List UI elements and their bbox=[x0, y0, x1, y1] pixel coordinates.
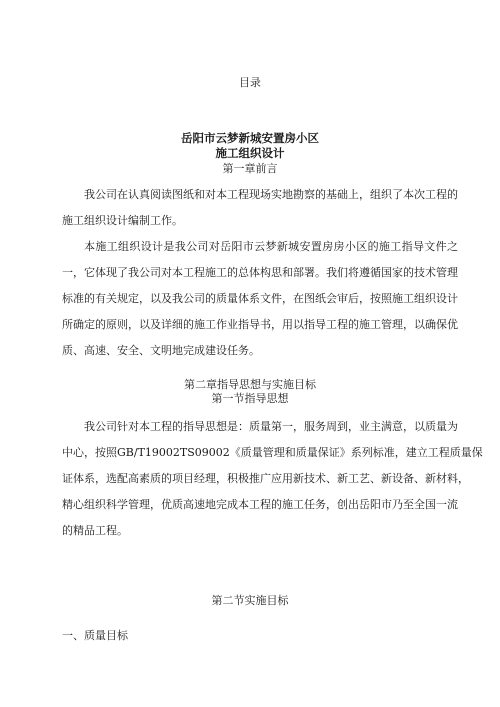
document-title-line2: 施工组织设计 bbox=[215, 146, 285, 160]
paragraph-line: 所确定的原则，以及详细的施工作业指导书，用以指导工程的施工管理，以确保优 bbox=[62, 318, 458, 331]
paragraph-line: 一，它体现了我公司对本工程施工的总体构思和部署。我们将遵循国家的技术管理 bbox=[62, 266, 458, 279]
chapter1-heading: 第一章前言 bbox=[222, 162, 278, 175]
subheading-quality-goal: 一、质量目标 bbox=[62, 629, 128, 642]
paragraph-line: 施工组织设计编制工作。 bbox=[62, 214, 183, 227]
paragraph-line: 本施工组织设计是我公司对岳阳市云梦新城安置房房小区的施工指导文件之 bbox=[84, 240, 458, 253]
paragraph-line: 标准的有关规定，以及我公司的质量体系文件，在图纸会审后，按照施工组织设计 bbox=[62, 292, 458, 305]
section2-heading: 第二节实施目标 bbox=[211, 594, 289, 607]
paragraph-line: 中心，按照GB/T19002TS09002《质量管理和质量保证》系列标准，建立工程质量保 bbox=[62, 446, 483, 459]
section1-heading: 第一节指导思想 bbox=[211, 392, 289, 405]
paragraph-line: 我公司针对本工程的指导思想是：质量第一，服务周到，业主满意，以质量为 bbox=[84, 420, 458, 433]
chapter2-heading: 第二章指导思想与实施目标 bbox=[184, 378, 316, 391]
paragraph-line: 证体系，选配高素质的项目经理，积极推广应用新技术、新工艺、新设备、新材料， bbox=[62, 472, 469, 485]
paragraph-line: 的精品工程。 bbox=[62, 524, 128, 537]
document-title-line1: 岳阳市云梦新城安置房小区 bbox=[181, 131, 319, 145]
paragraph-line: 我公司在认真阅读图纸和对本工程现场实地勘察的基础上，组织了本次工程的 bbox=[84, 188, 458, 201]
toc-heading: 目录 bbox=[239, 76, 261, 89]
paragraph-line: 精心组织科学管理，优质高速地完成本工程的施工任务，创出岳阳市乃至全国一流 bbox=[62, 498, 458, 511]
paragraph-line: 质、高速、安全、文明地完成建设任务。 bbox=[62, 344, 260, 357]
